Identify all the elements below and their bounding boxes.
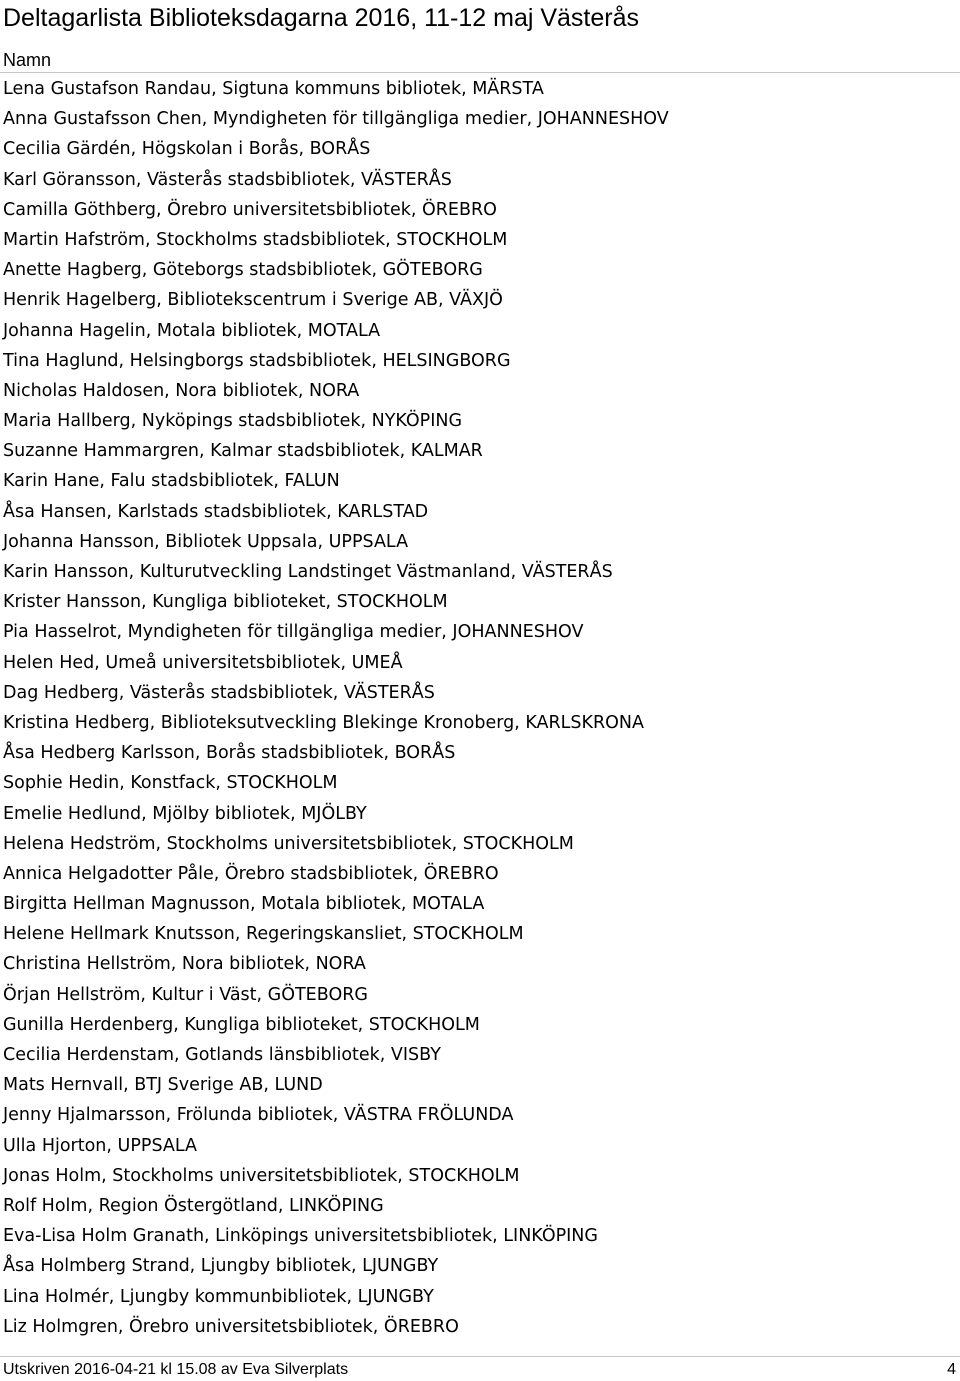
participant-row: Helena Hedström, Stockholms universitetsbibliotek, STOCKHOLM xyxy=(3,833,574,854)
participant-row: Karin Hansson, Kulturutveckling Landstinget Västmanland, VÄSTERÅS xyxy=(3,562,613,582)
participant-row: Karl Göransson, Västerås stadsbibliotek, VÄSTERÅS xyxy=(3,169,452,190)
participant-row: Pia Hasselrot, Myndigheten för tillgängliga medier, JOHANNESHOV xyxy=(3,622,584,643)
participant-row: Cecilia Herdenstam, Gotlands länsbibliotek, VISBY xyxy=(3,1045,441,1065)
participant-row: Suzanne Hammargren, Kalmar stadsbibliotek, KALMAR xyxy=(3,441,483,462)
participant-row: Eva-Lisa Holm Granath, Linköpings universitetsbibliotek, LINKÖPING xyxy=(3,1226,598,1247)
participant-row: Kristina Hedberg, Biblioteksutveckling Blekinge Kronoberg, KARLSKRONA xyxy=(3,712,644,733)
participant-row: Anette Hagberg, Göteborgs stadsbibliotek, GÖTEBORG xyxy=(3,260,483,281)
column-header xyxy=(0,44,960,73)
participant-row: Martin Hafström, Stockholms stadsbibliotek, STOCKHOLM xyxy=(3,229,508,250)
participant-row: Åsa Holmberg Strand, Ljungby bibliotek, LJUNGBY xyxy=(3,1256,439,1277)
participant-row: Dag Hedberg, Västerås stadsbibliotek, VÄSTERÅS xyxy=(3,682,435,703)
participant-row: Emelie Hedlund, Mjölby bibliotek, MJÖLBY xyxy=(3,803,367,824)
participant-row: Åsa Hansen, Karlstads stadsbibliotek, KARLSTAD xyxy=(3,501,429,522)
participant-row: Liz Holmgren, Örebro universitetsbibliotek, ÖREBRO xyxy=(3,1316,459,1337)
page-title: Deltagarlista Biblioteksdagarna 2016, 11-12 maj Västerås xyxy=(3,4,640,32)
participant-row: Jonas Holm, Stockholms universitetsbibliotek, STOCKHOLM xyxy=(3,1165,520,1186)
participant-row: Annica Helgadotter Påle, Örebro stadsbibliotek, ÖREBRO xyxy=(3,863,499,884)
participant-list xyxy=(0,74,960,1342)
participant-row: Åsa Hedberg Karlsson, Borås stadsbibliotek, BORÅS xyxy=(3,743,456,764)
page-number: 4 xyxy=(947,1361,956,1378)
participant-row: Henrik Hagelberg, Bibliotekscentrum i Sverige AB, VÄXJÖ xyxy=(3,290,503,311)
column-header-label: Namn xyxy=(3,50,52,70)
participant-row: Birgitta Hellman Magnusson, Motala bibliotek, MOTALA xyxy=(3,894,485,915)
participant-row: Gunilla Herdenberg, Kungliga biblioteket, STOCKHOLM xyxy=(3,1014,480,1035)
participant-row: Lina Holmér, Ljungby kommunbibliotek, LJUNGBY xyxy=(3,1286,434,1307)
participant-row: Helene Hellmark Knutsson, Regeringskansliet, STOCKHOLM xyxy=(3,924,524,945)
participant-row: Mats Hernvall, BTJ Sverige AB, LUND xyxy=(3,1075,323,1096)
participant-row: Rolf Holm, Region Östergötland, LINKÖPING xyxy=(3,1195,384,1216)
page-footer xyxy=(0,1356,960,1381)
participant-row: Johanna Hansson, Bibliotek Uppsala, UPPSALA xyxy=(3,531,409,552)
participant-row: Christina Hellström, Nora bibliotek, NORA xyxy=(3,954,366,975)
participant-row: Tina Haglund, Helsingborgs stadsbibliotek, HELSINGBORG xyxy=(3,350,511,371)
participant-row: Johanna Hagelin, Motala bibliotek, MOTALA xyxy=(3,320,381,341)
printed-info: Utskriven 2016-04-21 kl 15.08 av Eva Silverplats xyxy=(3,1361,349,1378)
participant-row: Krister Hansson, Kungliga biblioteket, STOCKHOLM xyxy=(3,592,448,613)
participant-row: Karin Hane, Falu stadsbibliotek, FALUN xyxy=(3,471,340,492)
participant-row: Nicholas Haldosen, Nora bibliotek, NORA xyxy=(3,380,360,401)
participant-row: Lena Gustafson Randau, Sigtuna kommuns bibliotek, MÄRSTA xyxy=(3,79,544,99)
participant-row: Camilla Göthberg, Örebro universitetsbibliotek, ÖREBRO xyxy=(3,199,497,220)
participant-row: Maria Hallberg, Nyköpings stadsbibliotek, NYKÖPING xyxy=(3,411,463,432)
participant-row: Jenny Hjalmarsson, Frölunda bibliotek, VÄSTRA FRÖLUNDA xyxy=(3,1105,514,1126)
participant-row: Helen Hed, Umeå universitetsbibliotek, UMEÅ xyxy=(3,652,403,673)
participant-row: Örjan Hellström, Kultur i Väst, GÖTEBORG xyxy=(3,984,368,1005)
participant-row: Ulla Hjorton, UPPSALA xyxy=(3,1135,197,1156)
participant-row: Sophie Hedin, Konstfack, STOCKHOLM xyxy=(3,773,338,794)
participant-row: Cecilia Gärdén, Högskolan i Borås, BORÅS xyxy=(3,139,371,160)
participant-row: Anna Gustafsson Chen, Myndigheten för tillgängliga medier, JOHANNESHOV xyxy=(3,109,669,130)
